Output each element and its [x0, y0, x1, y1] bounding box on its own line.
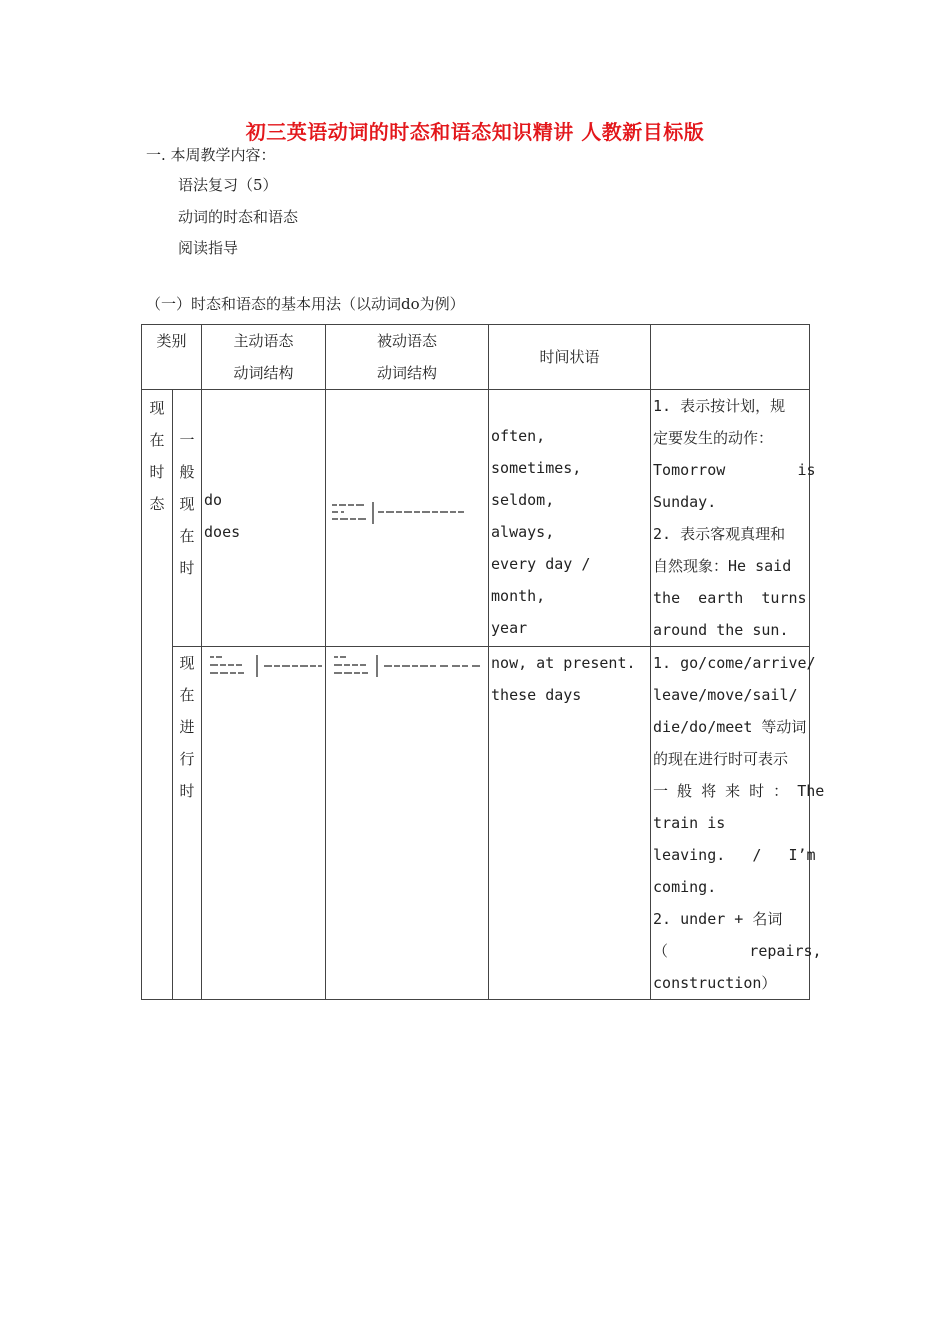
- table-row: [142, 647, 810, 1000]
- passive-structure-present-continuous: [326, 647, 489, 1000]
- passive-structure-formula: [326, 390, 489, 647]
- formula-image: [204, 654, 322, 678]
- header-active-voice: 主动语态 动词结构: [202, 325, 326, 390]
- time-adverbials-present-continuous: now, at present. these days: [489, 647, 651, 1000]
- header-time-adverbials: 时间状语: [489, 325, 651, 390]
- tense-label-present-continuous: 现 在 进 行 时: [173, 647, 202, 1000]
- active-structure-present-continuous: [202, 647, 326, 1000]
- group-label-present-tenses: 现 在 时 态: [142, 390, 173, 1000]
- header-passive-voice: 被动语态 动词结构: [326, 325, 489, 390]
- active-structure-simple-present: do does: [202, 390, 326, 647]
- section-heading: 一. 本周教学内容：: [146, 146, 276, 164]
- notes-present-continuous: 1. go/come/arrive/ leave/move/sail/ die/do/meet 等动词 的现在进行时可表示 一 般 将 来 时 ： The train is leaving. / I’m coming. 2. under + 名词 （ repairs, construction）: [651, 647, 810, 1000]
- header-notes: [651, 325, 810, 390]
- content-item-grammar-review: 语法复习（5）: [178, 176, 278, 194]
- content-item-tense-voice: 动词的时态和语态: [178, 208, 299, 226]
- formula-image: [328, 501, 468, 525]
- table-row: [142, 390, 810, 647]
- subsection-heading: （一）时态和语态的基本用法（以动词do为例）: [146, 295, 465, 313]
- tense-voice-table: [141, 324, 825, 1000]
- notes-simple-present: 1. 表示按计划，规 定要发生的动作： Tomorrow is Sunday. 2. 表示客观真理和 自然现象：He said the earth turns around the sun.: [651, 390, 810, 647]
- formula-image: [328, 654, 486, 678]
- document-title: 初三英语动词的时态和语态知识精讲 人教新目标版: [245, 120, 705, 144]
- table-header-row: [142, 325, 810, 390]
- content-item-reading-guide: 阅读指导: [178, 239, 239, 257]
- tense-label-simple-present: 一 般 现 在 时: [173, 390, 202, 647]
- time-adverbials-simple-present: often, sometimes, seldom, always, every day / month, year: [489, 390, 651, 647]
- header-category: 类别: [142, 325, 202, 390]
